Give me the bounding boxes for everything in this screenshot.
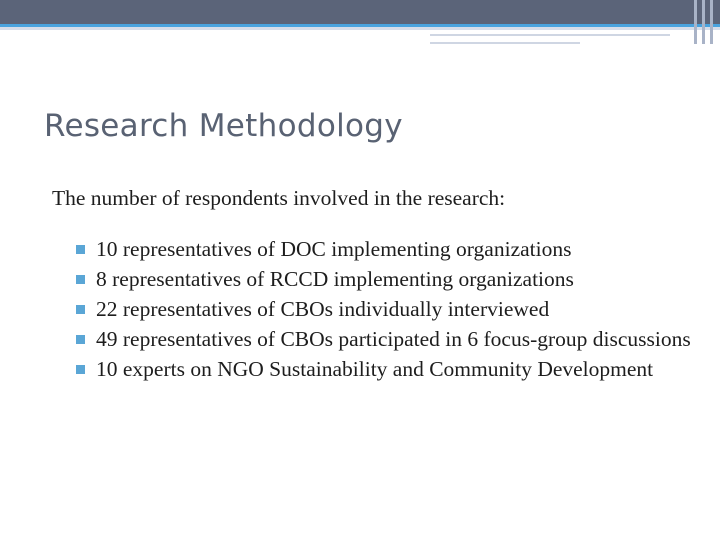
- list-item: [74, 324, 694, 354]
- header-band: [0, 0, 720, 24]
- list-item: [74, 354, 694, 384]
- list-item-text: 10 experts on NGO Sustainability and Community Development: [96, 357, 654, 381]
- slide-title: Research Methodology: [44, 108, 403, 144]
- header-accent-line: [0, 24, 720, 27]
- decorative-line: [430, 42, 580, 44]
- square-bullet-icon: [76, 275, 85, 284]
- list-item: [74, 264, 694, 294]
- decorative-line: [430, 34, 670, 36]
- list-item-text: 10 representatives of DOC implementing organizations: [96, 237, 572, 261]
- square-bullet-icon: [76, 335, 85, 344]
- list-item-text: 22 representatives of CBOs individually interviewed: [96, 297, 550, 321]
- bullet-list: [74, 234, 694, 384]
- list-item: [74, 294, 694, 324]
- list-item-text: 49 representatives of CBOs participated in 6 focus-group discussions: [96, 327, 691, 351]
- square-bullet-icon: [76, 245, 85, 254]
- decorative-stripes: [690, 0, 720, 44]
- list-item: [74, 234, 694, 264]
- intro-text: The number of respondents involved in the research:: [52, 186, 506, 210]
- list-item-text: 8 representatives of RCCD implementing organizations: [96, 267, 574, 291]
- square-bullet-icon: [76, 305, 85, 314]
- square-bullet-icon: [76, 365, 85, 374]
